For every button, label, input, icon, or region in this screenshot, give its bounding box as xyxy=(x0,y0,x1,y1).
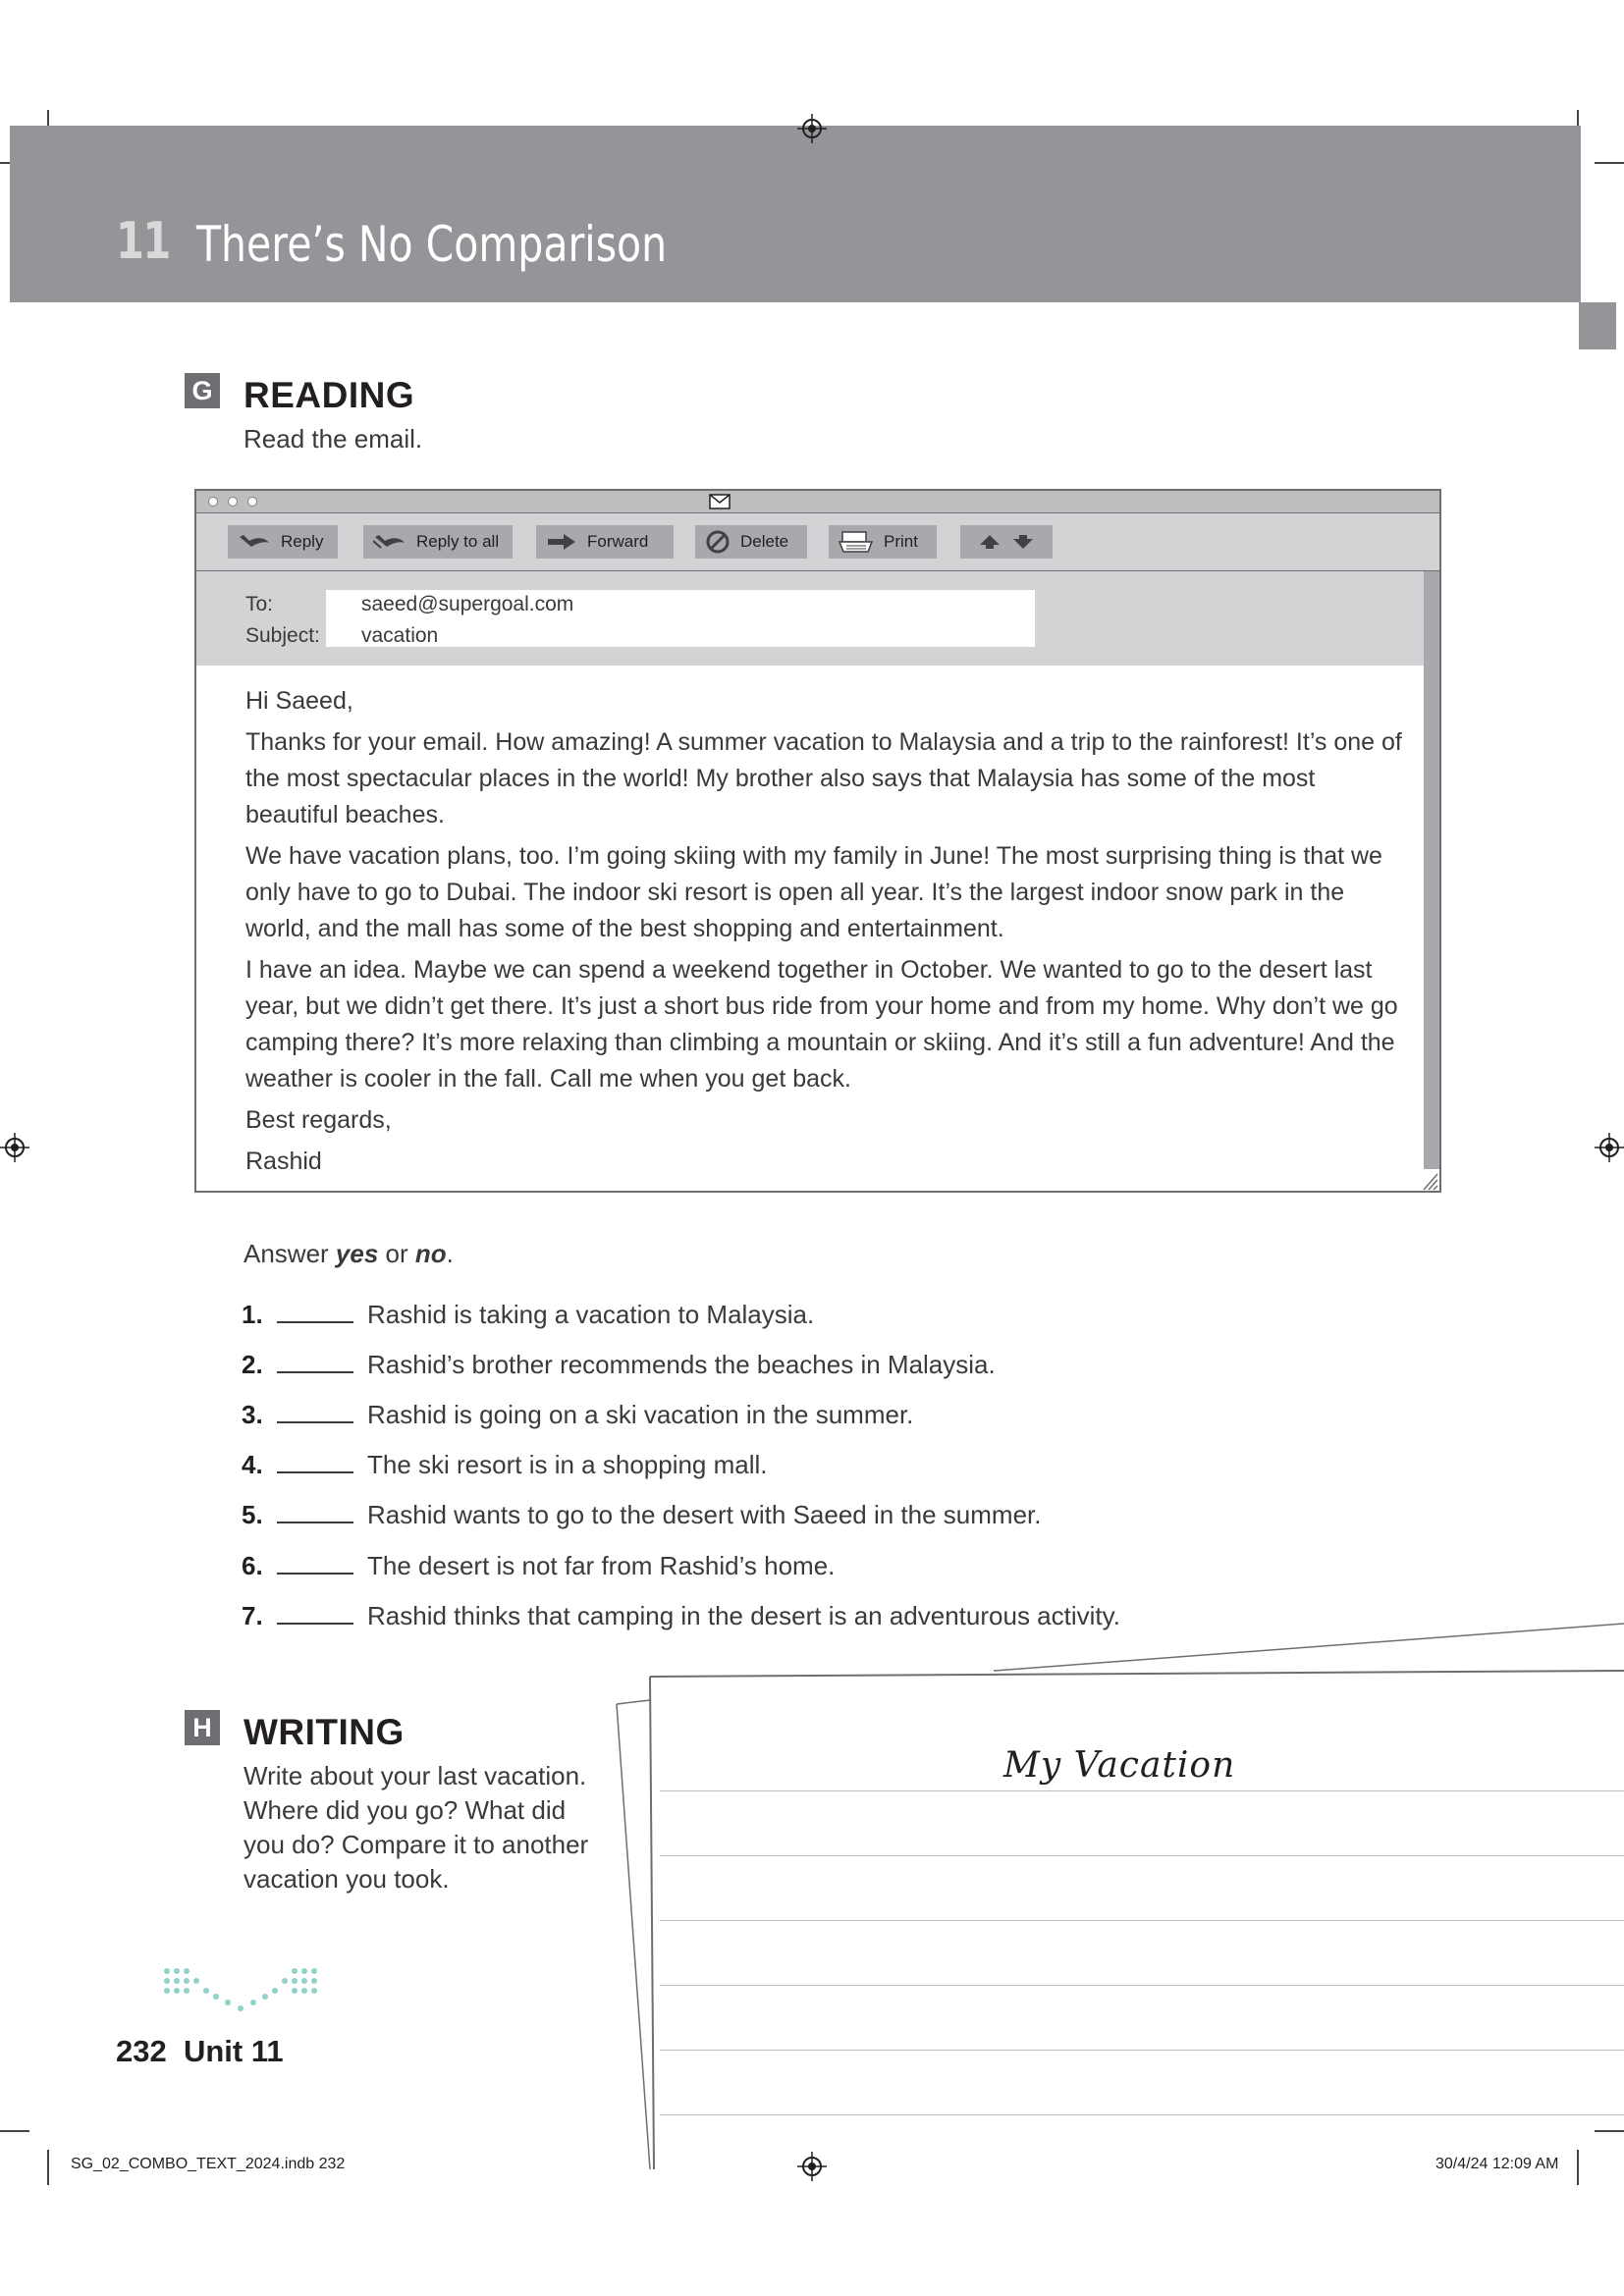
answer-blank[interactable] xyxy=(277,1400,353,1423)
date-info: 30/4/24 12:09 AM xyxy=(1435,2156,1559,2172)
question-number: 1. xyxy=(242,1300,263,1329)
window-dot[interactable] xyxy=(247,497,257,507)
email-greeting: Hi Saeed, xyxy=(245,687,353,715)
question-number: 6. xyxy=(242,1551,263,1580)
window-dot[interactable] xyxy=(208,497,218,507)
email-title-bar xyxy=(196,491,1439,513)
unit-number: 11 xyxy=(116,212,170,271)
question-item xyxy=(242,1300,814,1339)
print-button[interactable] xyxy=(829,525,937,559)
paper-edges xyxy=(609,1620,1624,2169)
email-paragraph: I have an idea. Maybe we can spend a weekend together in October. We wanted to go to the desert last year, but we didn’t get there. It’s just a short bus ride from your home and from my home. Why don’t we go camping there? It’s more relaxing than climbing a mountain or skiing. And it’s still a fun adventure! And the weather is cooler in the fall. Call me when you get back. xyxy=(245,956,1398,1093)
question-number: 2. xyxy=(242,1350,263,1379)
answer-blank[interactable] xyxy=(277,1601,353,1625)
email-closing: Best regards, xyxy=(245,1106,392,1134)
unit-title: There’s No Comparison xyxy=(196,216,668,273)
question-text: The desert is not far from Rashid’s home. xyxy=(367,1551,836,1580)
answer-blank[interactable] xyxy=(277,1500,353,1523)
writing-paper-stack xyxy=(609,1620,1624,2169)
registration-mark-icon xyxy=(0,1133,29,1162)
page-number-value: 232 xyxy=(116,2034,167,2068)
question-number: 7. xyxy=(242,1601,263,1630)
to-field[interactable]: saeed@supergoal.com xyxy=(361,593,574,615)
reply-button[interactable] xyxy=(228,525,338,559)
email-paragraph: Thanks for your email. How amazing! A summer vacation to Malaysia and a trip to the rainforest! It’s one of the most spectacular places in the world! My brother also says that Malaysia has some of the most beautiful beaches. xyxy=(245,728,1402,828)
reply-icon xyxy=(238,533,271,551)
email-paragraph: We have vacation plans, too. I’m going skiing with my family in June! The most surprising thing is that we only have to go to Dubai. The indoor ski resort is open all year. It’s the largest indoor snow park in the world, and the mall has some of the best shopping and entertainment. xyxy=(245,842,1382,942)
section-badge-h: H xyxy=(185,1710,220,1745)
printer-icon xyxy=(839,530,874,554)
reply-all-label: Reply to all xyxy=(416,532,500,551)
registration-mark-icon xyxy=(797,2152,827,2181)
question-number: 4. xyxy=(242,1450,263,1479)
instruction-line: Write about your last vacation. xyxy=(244,1761,587,1790)
question-text: Rashid is going on a ski vacation in the summer. xyxy=(367,1400,914,1429)
crop-mark xyxy=(1595,162,1624,164)
registration-mark-icon xyxy=(1595,1133,1624,1162)
question-text: The ski resort is in a shopping mall. xyxy=(367,1450,768,1479)
print-label: Print xyxy=(884,532,918,551)
file-info: SG_02_COMBO_TEXT_2024.indb 232 xyxy=(71,2156,346,2172)
writing-instruction xyxy=(244,1759,588,1896)
crop-mark xyxy=(47,2150,49,2185)
question-item xyxy=(242,1551,835,1590)
reading-instruction: Read the email. xyxy=(244,424,423,454)
reply-label: Reply xyxy=(281,532,324,551)
instruction-line: Where did you go? What did xyxy=(244,1795,567,1825)
page-number xyxy=(116,2034,284,2069)
question-item xyxy=(242,1450,768,1489)
paper-line xyxy=(660,1920,1624,1921)
unit-label: Unit 11 xyxy=(183,2034,284,2068)
question-item xyxy=(242,1400,913,1439)
question-text: Rashid is taking a vacation to Malaysia. xyxy=(367,1300,815,1329)
address-fields-box[interactable] xyxy=(326,590,1035,647)
instruction-line: vacation you took. xyxy=(244,1864,450,1894)
paper-line xyxy=(660,2050,1624,2051)
question-number: 3. xyxy=(242,1400,263,1429)
yes-word: yes xyxy=(335,1239,379,1268)
delete-button[interactable] xyxy=(695,525,807,559)
envelope-icon xyxy=(709,494,731,509)
email-signature: Rashid xyxy=(245,1148,322,1175)
answer-blank[interactable] xyxy=(277,1450,353,1473)
window-dot[interactable] xyxy=(228,497,238,507)
email-header-fields xyxy=(196,571,1424,666)
unit-header-band xyxy=(10,126,1581,302)
reply-all-icon xyxy=(373,533,406,551)
reading-title: READING xyxy=(244,375,415,415)
forward-label: Forward xyxy=(587,532,649,551)
paper-line xyxy=(660,1855,1624,1856)
arrow-down-icon xyxy=(1011,533,1035,551)
paper-line xyxy=(660,1790,1624,1791)
or-word: or xyxy=(378,1239,415,1268)
answer-blank[interactable] xyxy=(277,1551,353,1575)
question-text: Rashid wants to go to the desert with Saeed in the summer. xyxy=(367,1500,1042,1529)
instruction-period: . xyxy=(446,1239,454,1268)
paper-line xyxy=(660,2114,1624,2115)
instruction-prefix: Answer xyxy=(244,1239,336,1268)
email-window xyxy=(194,489,1441,1193)
to-label: To: xyxy=(245,593,274,615)
subject-field[interactable]: vacation xyxy=(361,624,439,647)
question-item xyxy=(242,1500,1042,1539)
instruction-line: you do? Compare it to another xyxy=(244,1830,589,1859)
section-badge-g: G xyxy=(185,373,220,408)
email-scrollbar[interactable] xyxy=(1424,571,1439,1169)
delete-icon xyxy=(705,529,731,555)
paper-line xyxy=(660,1985,1624,1986)
question-text: Rashid’s brother recommends the beaches in Malaysia. xyxy=(367,1350,996,1379)
arrow-up-icon xyxy=(978,533,1001,551)
reply-all-button[interactable] xyxy=(363,525,513,559)
no-word: no xyxy=(414,1239,447,1268)
ministry-logo-icon xyxy=(157,1963,324,2022)
registration-mark-icon xyxy=(797,114,827,143)
forward-arrow-icon xyxy=(546,533,577,551)
question-number: 5. xyxy=(242,1500,263,1529)
question-item xyxy=(242,1350,996,1389)
writing-title: WRITING xyxy=(244,1712,405,1752)
question-text: Rashid thinks that camping in the desert is an adventurous activity. xyxy=(367,1601,1120,1630)
side-tab xyxy=(1579,302,1616,349)
paper-title: My Vacation xyxy=(1003,1745,1236,1786)
questions-instruction xyxy=(244,1237,454,1271)
answer-blank[interactable] xyxy=(277,1300,353,1323)
subject-label: Subject: xyxy=(245,624,320,647)
email-toolbar xyxy=(196,513,1439,571)
delete-label: Delete xyxy=(740,532,789,551)
navigate-button[interactable] xyxy=(960,525,1053,559)
forward-button[interactable] xyxy=(536,525,674,559)
answer-blank[interactable] xyxy=(277,1350,353,1373)
crop-mark xyxy=(0,2130,29,2132)
resize-grip-icon[interactable] xyxy=(1422,1168,1439,1192)
email-body xyxy=(245,683,1404,1185)
